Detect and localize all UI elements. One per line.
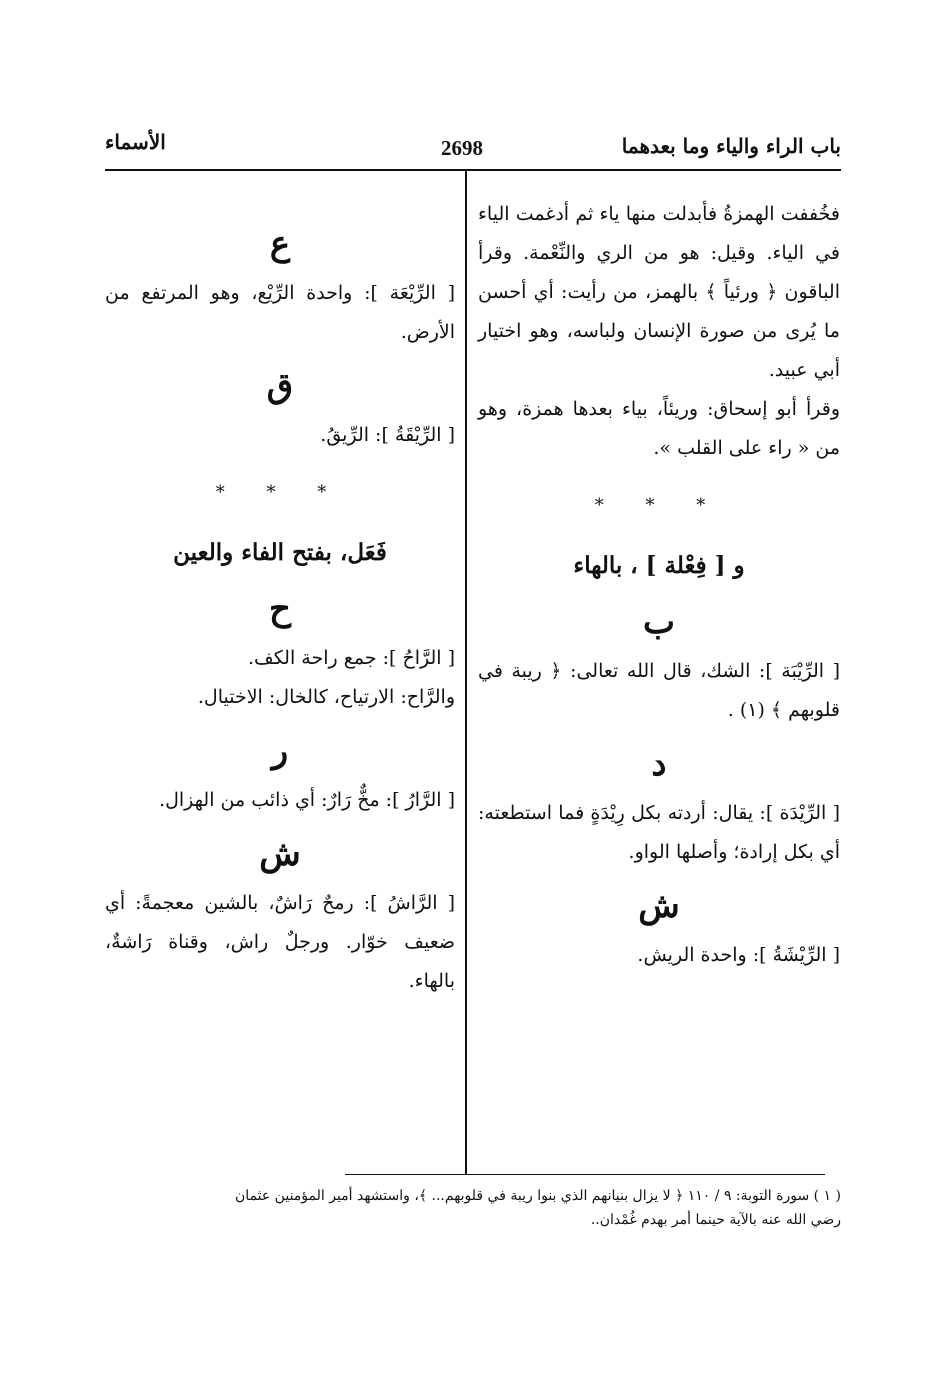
dictionary-entry: [ الرِّيْبَة ]: الشك، قال الله تعالى: ﴿ ريبة في قلوبهم ﴾ (١) . bbox=[478, 660, 840, 721]
letter-heading: ش bbox=[259, 834, 301, 874]
letter-heading: ب bbox=[642, 602, 675, 642]
letter-heading: د bbox=[651, 744, 667, 784]
footnotes bbox=[105, 1184, 841, 1232]
section-separator: * * * bbox=[215, 482, 345, 503]
footnote-line: ( ١ ) سورة التوبة: ٩ / ١١٠ ﴿ لا يزال بنيانهم الذي بنوا ريبة في قلوبهم... ﴾، واستشهد أمير المؤمنين عثمان bbox=[235, 1188, 841, 1204]
page-header bbox=[105, 128, 841, 168]
letter-heading: ر bbox=[271, 731, 289, 771]
dictionary-entry: [ الرِّيْعَة ]: واحدة الرِّيْع، وهو المرتفع من الأرض. bbox=[105, 282, 455, 343]
dictionary-entry: [ الرَّاشُ ]: رمحٌ رَاشٌ، بالشين معجمةً: أي ضعيف خوّار. ورجلٌ راش، وقناة رَاشةٌ، بالهاء. bbox=[105, 892, 455, 992]
column-divider bbox=[465, 171, 467, 1174]
dictionary-entry: والرَّاح: الارتياح، كالخال: الاختيال. bbox=[197, 686, 455, 708]
category-title: الأسماء bbox=[105, 130, 166, 154]
header-rule bbox=[105, 169, 841, 171]
dictionary-entry: [ الرَّارُ ]: مخٌّ رَارٌ: أي ذائب من الهزال. bbox=[159, 789, 455, 811]
paragraph: وقرأ أبو إسحاق: وريئاً، بياء بعدها همزة، وهو من « راء على القلب ». bbox=[478, 398, 840, 459]
right-column bbox=[478, 195, 840, 975]
letter-heading: ع bbox=[269, 224, 291, 264]
section-separator: * * * bbox=[594, 495, 724, 516]
section-title: باب الراء والياء وما بعدهما bbox=[621, 134, 841, 158]
section-heading: و [ فِعْلة ] ، بالهاء bbox=[573, 552, 745, 579]
left-column bbox=[105, 210, 455, 1001]
dictionary-entry: [ الرَّاحُ ]: جمع راحة الكف. bbox=[247, 647, 455, 669]
dictionary-entry: [ الرِّيْقَةُ ]: الرِّيقُ. bbox=[320, 424, 455, 446]
dictionary-entry: [ الرِّيْدَة ]: يقال: أردته بكل رِيْدَةٍ فما استطعته: أي بكل إرادة؛ وأصلها الواو. bbox=[478, 802, 840, 863]
letter-heading: ق bbox=[266, 366, 294, 406]
dictionary-entry: [ الرِّيْشَةُ ]: واحدة الريش. bbox=[637, 944, 840, 966]
section-heading: فَعَل، بفتح الفاء والعين bbox=[173, 539, 387, 566]
page-number: 2698 bbox=[441, 136, 483, 160]
letter-heading: ح bbox=[269, 589, 291, 629]
letter-heading: ش bbox=[638, 886, 680, 926]
footnote-line: رضي الله عنه بالآية حينما أمر بهدم غُمْدان.. bbox=[590, 1212, 841, 1228]
footnote-rule bbox=[345, 1174, 825, 1175]
paragraph: فخُففت الهمزةُ فأبدلت منها ياء ثم أدغمت الياء في الياء. وقيل: هو من الري والنِّعْمة. وقرأ الباقون ﴿ ورئياً ﴾ بالهمز، من رأيت: أي أحسن ما يُرى من صورة الإنسان ولباسه، وهو اختيار أبي عبيد. bbox=[478, 203, 840, 381]
